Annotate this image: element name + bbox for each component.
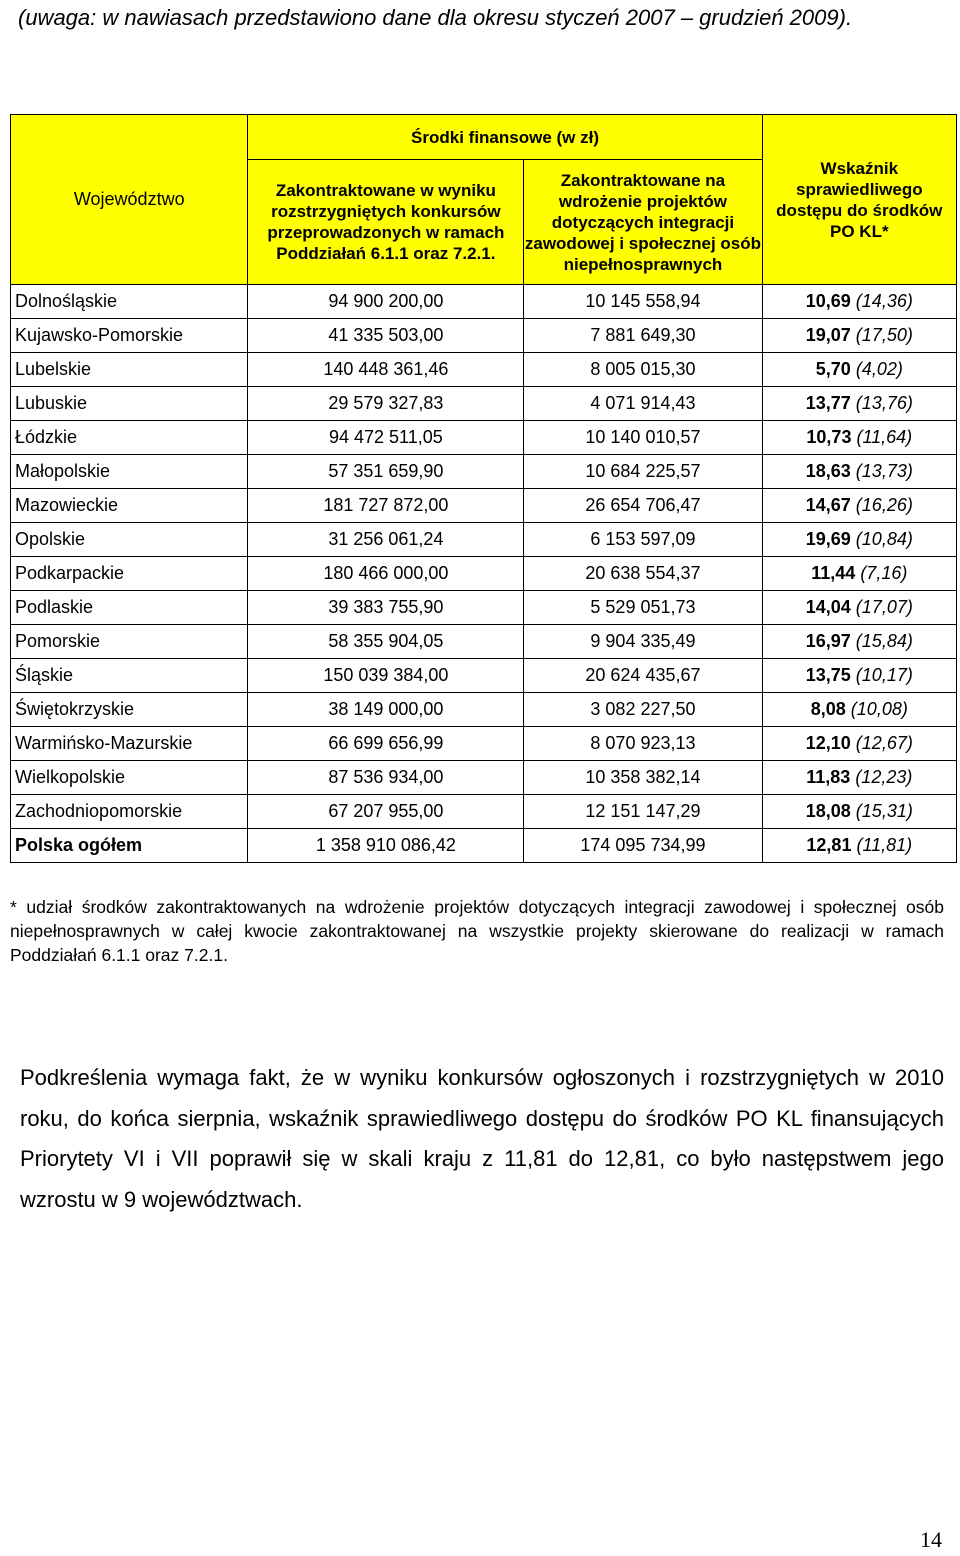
cell-region: Mazowieckie: [11, 489, 248, 523]
index-previous-value: (11,64): [856, 427, 913, 447]
table-row: [11, 727, 957, 761]
cell-total-amount: 66 699 656,99: [248, 727, 524, 761]
cell-index: [762, 795, 956, 829]
cell-index: [762, 319, 956, 353]
index-previous-value: (4,02): [855, 359, 903, 379]
body-paragraph: Podkreślenia wymaga fakt, że w wyniku konkursów ogłoszonych i rozstrzygniętych w 2010 roku, do końca sierpnia, wskaźnik sprawiedliwego dostępu do środków PO KL finansujących Priorytety VI i VII poprawił się w skali kraju z 11,81 do 12,81, co było następstwem jego wzrostu w 9 województwach.: [20, 1065, 944, 1212]
cell-region: Wielkopolskie: [11, 761, 248, 795]
cell-total-amount: 57 351 659,90: [248, 455, 524, 489]
index-value: 12,10: [805, 733, 851, 753]
cell-index: [762, 829, 956, 863]
table-row: [11, 387, 957, 421]
cell-region: Pomorskie: [11, 625, 248, 659]
cell-total-amount: 150 039 384,00: [248, 659, 524, 693]
cell-disabled-amount: 174 095 734,99: [524, 829, 762, 863]
index-previous-value: (12,23): [855, 767, 913, 787]
table-row: [11, 795, 957, 829]
cell-total-amount: 29 579 327,83: [248, 387, 524, 421]
index-value: 11,83: [806, 767, 851, 787]
index-value: 11,44: [811, 563, 856, 583]
cell-disabled-amount: 5 529 051,73: [524, 591, 762, 625]
table-total-row: [11, 829, 957, 863]
cell-region: Lubelskie: [11, 353, 248, 387]
header-wskaznik: Wskaźnik sprawiedliwego dostępu do środków PO KL*: [762, 115, 956, 285]
index-previous-value: (17,07): [855, 597, 913, 617]
index-previous-value: (12,67): [855, 733, 913, 753]
cell-region: Podlaskie: [11, 591, 248, 625]
index-previous-value: (15,31): [855, 801, 913, 821]
cell-region: Małopolskie: [11, 455, 248, 489]
cell-disabled-amount: 26 654 706,47: [524, 489, 762, 523]
cell-region: Zachodniopomorskie: [11, 795, 248, 829]
index-value: 19,69: [805, 529, 851, 549]
cell-index: [762, 387, 956, 421]
cell-index: [762, 557, 956, 591]
cell-index: [762, 489, 956, 523]
header-wojewodztwo: Województwo: [11, 115, 248, 285]
table-row: [11, 319, 957, 353]
table-body: [11, 285, 957, 863]
cell-region: Warmińsko-Mazurskie: [11, 727, 248, 761]
cell-disabled-amount: 10 145 558,94: [524, 285, 762, 319]
table-row: [11, 455, 957, 489]
index-value: 10,69: [805, 291, 851, 311]
cell-disabled-amount: 10 140 010,57: [524, 421, 762, 455]
table-row: [11, 693, 957, 727]
header-zakontraktowane-niepelnosprawni: Zakontraktowane na wdrożenie projektów dotyczących integracji zawodowej i społecznej osób niepełnosprawnych: [524, 160, 762, 285]
cell-index: [762, 421, 956, 455]
cell-disabled-amount: 3 082 227,50: [524, 693, 762, 727]
cell-total-amount: 39 383 755,90: [248, 591, 524, 625]
table-row: [11, 557, 957, 591]
cell-total-amount: 94 900 200,00: [248, 285, 524, 319]
cell-disabled-amount: 6 153 597,09: [524, 523, 762, 557]
cell-total-amount: 58 355 904,05: [248, 625, 524, 659]
cell-region: Świętokrzyskie: [11, 693, 248, 727]
cell-total-amount: 38 149 000,00: [248, 693, 524, 727]
funding-table: [10, 114, 957, 863]
index-previous-value: (10,84): [855, 529, 913, 549]
index-previous-value: (7,16): [860, 563, 908, 583]
table-row: [11, 353, 957, 387]
cell-region: Kujawsko-Pomorskie: [11, 319, 248, 353]
cell-index: [762, 455, 956, 489]
cell-disabled-amount: 10 684 225,57: [524, 455, 762, 489]
index-previous-value: (17,50): [855, 325, 913, 345]
cell-total-amount: 181 727 872,00: [248, 489, 524, 523]
index-previous-value: (14,36): [855, 291, 913, 311]
index-previous-value: (11,81): [856, 835, 913, 855]
cell-index: [762, 659, 956, 693]
index-value: 19,07: [805, 325, 851, 345]
cell-index: [762, 761, 956, 795]
cell-disabled-amount: 20 638 554,37: [524, 557, 762, 591]
cell-total-amount: 1 358 910 086,42: [248, 829, 524, 863]
cell-index: [762, 591, 956, 625]
index-value: 18,63: [805, 461, 851, 481]
cell-region: Śląskie: [11, 659, 248, 693]
cell-index: [762, 693, 956, 727]
cell-total-amount: 67 207 955,00: [248, 795, 524, 829]
cell-region: Podkarpackie: [11, 557, 248, 591]
footnote: * udział środków zakontraktowanych na wdrożenie projektów dotyczących integracji zawodowej i społecznej osób niepełnosprawnych w całej kwocie zakontraktowanej na wszystkie projekty skierowane do realizacji w ramach Poddziałań 6.1.1 oraz 7.2.1.: [10, 897, 944, 965]
index-value: 13,77: [805, 393, 851, 413]
index-value: 13,75: [805, 665, 851, 685]
cell-disabled-amount: 20 624 435,67: [524, 659, 762, 693]
index-value: 8,08: [810, 699, 846, 719]
cell-index: [762, 285, 956, 319]
cell-total-amount: 41 335 503,00: [248, 319, 524, 353]
index-previous-value: (15,84): [855, 631, 913, 651]
cell-total-amount: 180 466 000,00: [248, 557, 524, 591]
index-previous-value: (16,26): [855, 495, 913, 515]
index-previous-value: (13,76): [855, 393, 913, 413]
table-row: [11, 625, 957, 659]
table-row: [11, 761, 957, 795]
table-row: [11, 421, 957, 455]
index-value: 5,70: [815, 359, 851, 379]
cell-region: Lubuskie: [11, 387, 248, 421]
table-row: [11, 659, 957, 693]
cell-disabled-amount: 9 904 335,49: [524, 625, 762, 659]
cell-total-amount: 31 256 061,24: [248, 523, 524, 557]
cell-disabled-amount: 8 005 015,30: [524, 353, 762, 387]
cell-index: [762, 727, 956, 761]
index-value: 12,81: [806, 835, 852, 855]
cell-region: Opolskie: [11, 523, 248, 557]
cell-region: Dolnośląskie: [11, 285, 248, 319]
index-value: 14,04: [805, 597, 851, 617]
cell-total-amount: 140 448 361,46: [248, 353, 524, 387]
table-row: [11, 285, 957, 319]
cell-total-amount: 94 472 511,05: [248, 421, 524, 455]
index-previous-value: (13,73): [855, 461, 913, 481]
cell-disabled-amount: 8 070 923,13: [524, 727, 762, 761]
index-previous-value: (10,17): [855, 665, 913, 685]
cell-index: [762, 353, 956, 387]
cell-index: [762, 625, 956, 659]
page-number: 14: [920, 1527, 942, 1552]
cell-index: [762, 523, 956, 557]
index-value: 14,67: [805, 495, 851, 515]
cell-region: Polska ogółem: [11, 829, 248, 863]
intro-note: (uwaga: w nawiasach przedstawiono dane dla okresu styczeń 2007 – grudzień 2009).: [18, 5, 853, 30]
cell-disabled-amount: 4 071 914,43: [524, 387, 762, 421]
table-header: [11, 115, 957, 285]
cell-total-amount: 87 536 934,00: [248, 761, 524, 795]
header-srodki-finansowe: Środki finansowe (w zł): [248, 115, 762, 160]
cell-disabled-amount: 12 151 147,29: [524, 795, 762, 829]
cell-region: Łódzkie: [11, 421, 248, 455]
table-row: [11, 489, 957, 523]
table-row: [11, 591, 957, 625]
cell-disabled-amount: 10 358 382,14: [524, 761, 762, 795]
table-row: [11, 523, 957, 557]
index-value: 18,08: [805, 801, 851, 821]
index-value: 10,73: [806, 427, 852, 447]
cell-disabled-amount: 7 881 649,30: [524, 319, 762, 353]
index-previous-value: (10,08): [850, 699, 908, 719]
index-value: 16,97: [805, 631, 851, 651]
header-zakontraktowane-konkursy: Zakontraktowane w wyniku rozstrzygniętych konkursów przeprowadzonych w ramach Poddziałań 6.1.1 oraz 7.2.1.: [248, 160, 524, 285]
